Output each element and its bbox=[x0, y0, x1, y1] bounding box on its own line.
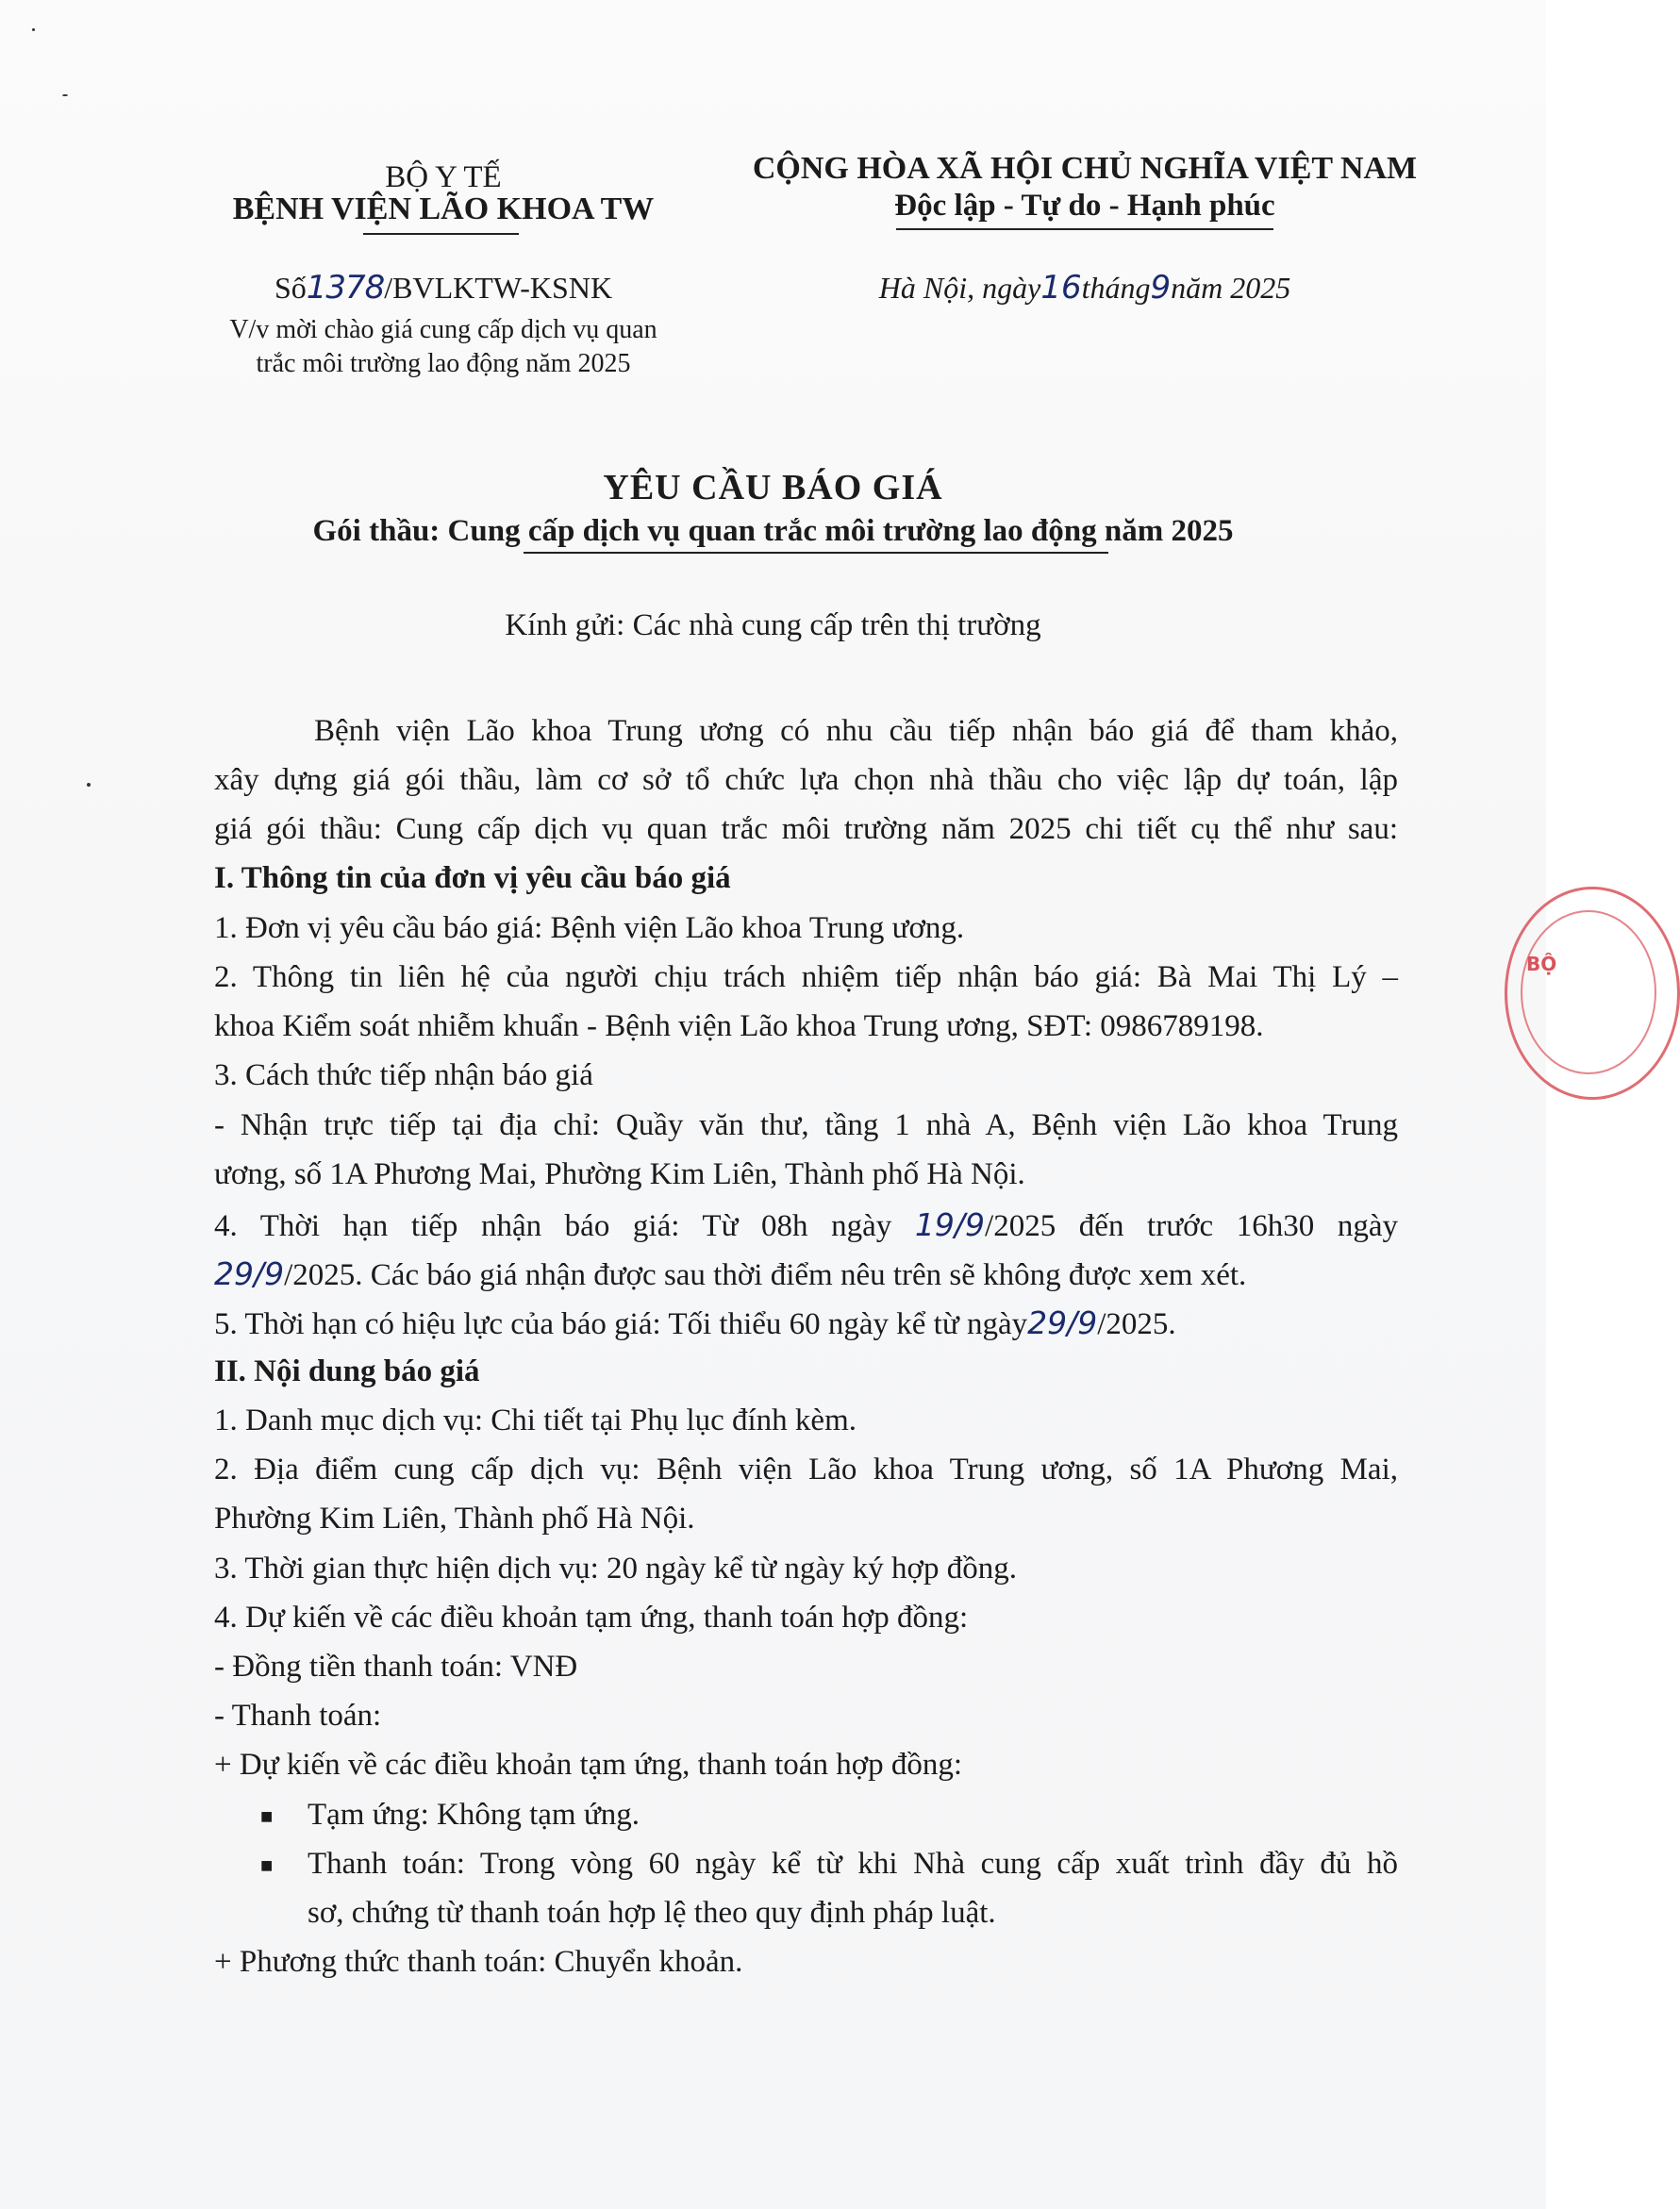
document-title: YÊU CẦU BÁO GIÁ bbox=[603, 468, 943, 507]
date-day: 16 bbox=[1040, 269, 1082, 307]
number-prefix: Số bbox=[274, 271, 307, 305]
bullet-icon: ■ bbox=[260, 1853, 274, 1877]
intro-line-1: Bệnh viện Lão khoa Trung ương có nhu cầu tiếp nhận báo giá để tham khảo, bbox=[314, 714, 1398, 748]
item-5-date: 29/9 bbox=[1027, 1304, 1098, 1341]
payment-line: - Thanh toán: bbox=[214, 1699, 382, 1733]
item-4-text-b: /2025 đến trước 16h30 ngày bbox=[985, 1209, 1399, 1243]
number-handwritten: 1378 bbox=[306, 269, 385, 307]
item-5-text-a: 5. Thời hạn có hiệu lực của báo giá: Tối thiểu 60 ngày kể từ ngày bbox=[214, 1307, 1028, 1341]
section-1-item-2-line-1: 2. Thông tin liên hệ của người chịu trách nhiệm tiếp nhận báo giá: Bà Mai Thị Lý – bbox=[214, 960, 1398, 994]
section-2-heading: II. Nội dung báo giá bbox=[214, 1354, 480, 1388]
section-1-item-3: 3. Cách thức tiếp nhận báo giá bbox=[214, 1058, 593, 1092]
item-4-end-date: 29/9 bbox=[214, 1255, 285, 1292]
national-motto: Độc lập - Tự do - Hạnh phúc bbox=[894, 189, 1275, 223]
date-prefix: Hà Nội, ngày bbox=[878, 271, 1041, 305]
date-year: năm 2025 bbox=[1171, 271, 1291, 305]
subject-line-2: trắc môi trường lao động năm 2025 bbox=[256, 349, 631, 378]
date-month-label: tháng bbox=[1081, 271, 1151, 305]
package-title: Gói thầu: Cung cấp dịch vụ quan trắc môi trường lao động năm 2025 bbox=[312, 514, 1234, 548]
scan-speck bbox=[62, 94, 68, 96]
section-2-item-1: 1. Danh mục dịch vụ: Chi tiết tại Phụ lục đính kèm. bbox=[214, 1403, 857, 1437]
org-underline bbox=[363, 233, 519, 235]
scan-speck bbox=[87, 783, 91, 787]
item-4-start-date: 19/9 bbox=[914, 1206, 986, 1243]
currency-line: - Đồng tiền thanh toán: VNĐ bbox=[214, 1650, 578, 1684]
payment-method-line: + Phương thức thanh toán: Chuyển khoản. bbox=[214, 1945, 743, 1979]
section-1-item-3-line-1: - Nhận trực tiếp tại địa chỉ: Quầy văn thư, tầng 1 nhà A, Bệnh viện Lão khoa Trung bbox=[214, 1108, 1398, 1142]
org-parent: BỘ Y TẾ bbox=[385, 160, 502, 194]
red-stamp-inner-ring bbox=[1521, 910, 1656, 1074]
section-1-item-5 bbox=[214, 1304, 1176, 1342]
intro-line-3: giá gói thầu: Cung cấp dịch vụ quan trắc môi trường năm 2025 chi tiết cụ thể như sau: bbox=[214, 812, 1398, 846]
org-name: BỆNH VIỆN LÃO KHOA TW bbox=[232, 191, 655, 226]
section-2-item-2-line-2: Phường Kim Liên, Thành phố Hà Nội. bbox=[214, 1502, 695, 1536]
item-4-text-a: 4. Thời hạn tiếp nhận báo giá: Từ 08h ngày bbox=[214, 1209, 892, 1243]
number-suffix: /BVLKTW-KSNK bbox=[384, 271, 613, 305]
section-1-item-3-line-2: ương, số 1A Phương Mai, Phường Kim Liên, Thành phố Hà Nội. bbox=[214, 1157, 1025, 1191]
item-5-text-b: /2025. bbox=[1097, 1307, 1176, 1341]
subject-line-1: V/v mời chào giá cung cấp dịch vụ quan bbox=[229, 315, 657, 344]
section-1-item-4-line-2 bbox=[214, 1255, 1246, 1293]
bullet-icon: ■ bbox=[260, 1804, 274, 1828]
scan-speck bbox=[32, 28, 35, 31]
bullet-2-line-2: sơ, chứng từ thanh toán hợp lệ theo quy định pháp luật. bbox=[308, 1896, 996, 1930]
section-2-item-2-line-1: 2. Địa điểm cung cấp dịch vụ: Bệnh viện Lão khoa Trung ương, số 1A Phương Mai, bbox=[214, 1453, 1398, 1487]
section-1-item-2-line-2: khoa Kiểm soát nhiễm khuẩn - Bệnh viện Lão khoa Trung ương, SĐT: 0986789198. bbox=[214, 1009, 1264, 1043]
intro-line-2: xây dựng giá gói thầu, làm cơ sở tổ chức lựa chọn nhà thầu cho việc lập dự toán, lập bbox=[214, 763, 1398, 797]
payment-terms-line: + Dự kiến về các điều khoản tạm ứng, thanh toán hợp đồng: bbox=[214, 1748, 963, 1782]
date-month: 9 bbox=[1150, 269, 1172, 307]
section-2-item-4: 4. Dự kiến về các điều khoản tạm ứng, thanh toán hợp đồng: bbox=[214, 1601, 969, 1635]
greeting: Kính gửi: Các nhà cung cấp trên thị trường bbox=[505, 608, 1041, 642]
section-1-heading: I. Thông tin của đơn vị yêu cầu báo giá bbox=[214, 861, 731, 895]
section-1-item-4-line-1 bbox=[214, 1206, 1398, 1244]
document-number bbox=[236, 269, 651, 307]
bullet-2-line-1: Thanh toán: Trong vòng 60 ngày kể từ khi Nhà cung cấp xuất trình đầy đủ hồ bbox=[308, 1847, 1398, 1881]
section-2-item-3: 3. Thời gian thực hiện dịch vụ: 20 ngày kể từ ngày ký hợp đồng. bbox=[214, 1552, 1017, 1586]
item-4-text-c: /2025. Các báo giá nhận được sau thời điểm nêu trên sẽ không được xem xét. bbox=[284, 1258, 1247, 1292]
bullet-1: Tạm ứng: Không tạm ứng. bbox=[308, 1798, 640, 1832]
section-1-item-1: 1. Đơn vị yêu cầu báo giá: Bệnh viện Lão khoa Trung ương. bbox=[214, 911, 965, 945]
nation-name: CỘNG HÒA XÃ HỘI CHỦ NGHĨA VIỆT NAM bbox=[752, 151, 1418, 186]
date-line bbox=[745, 269, 1424, 307]
stamp-text: BỘ bbox=[1526, 953, 1557, 975]
motto-underline bbox=[896, 228, 1273, 230]
package-underline bbox=[524, 552, 1108, 554]
